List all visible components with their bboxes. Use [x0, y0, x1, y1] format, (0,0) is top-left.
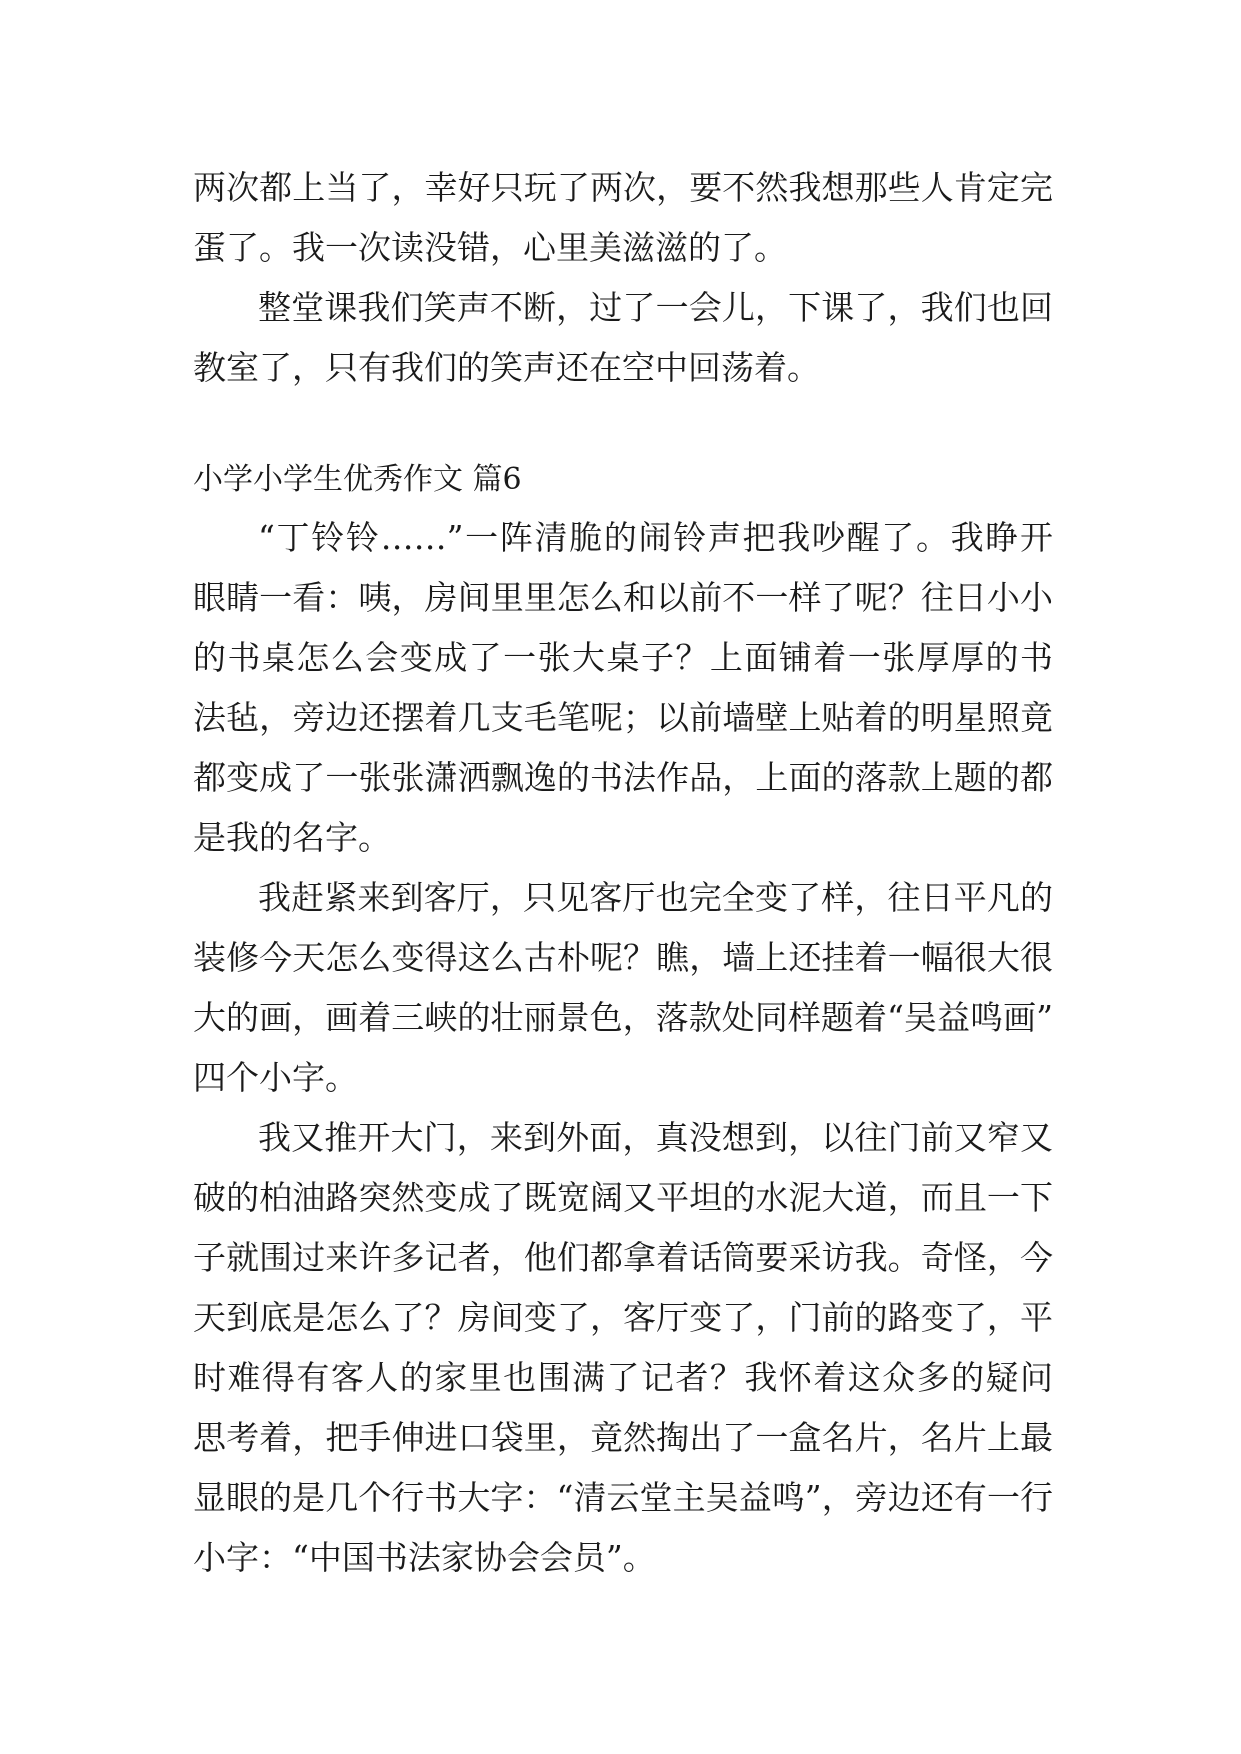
- paragraph-line: 法毡，旁边还摆着几支毛笔呢；以前墙壁上贴着的明星照竟: [193, 698, 1053, 737]
- paragraph-line: 的书桌怎么会变成了一张大桌子？上面铺着一张厚厚的书: [193, 638, 1053, 677]
- paragraph-line: 小字：“中国书法家协会会员”。: [193, 1538, 656, 1577]
- paragraph-line: 都变成了一张张潇洒飘逸的书法作品，上面的落款上题的都: [193, 758, 1053, 797]
- paragraph-line: 时难得有客人的家里也围满了记者？我怀着这众多的疑问: [193, 1358, 1053, 1397]
- paragraph-line: 整堂课我们笑声不断，过了一会儿，下课了，我们也回: [258, 288, 1053, 327]
- paragraph-line: 教室了，只有我们的笑声还在空中回荡着。: [193, 348, 820, 387]
- paragraph-line: 思考着，把手伸进口袋里，竟然掏出了一盒名片，名片上最: [193, 1418, 1053, 1457]
- paragraph-line: 我又推开大门，来到外面，真没想到，以往门前又窄又: [258, 1118, 1053, 1157]
- paragraph-line: 蛋了。我一次读没错，心里美滋滋的了。: [193, 228, 787, 267]
- paragraph-line: 显眼的是几个行书大字：“清云堂主吴益鸣”，旁边还有一行: [193, 1478, 1053, 1517]
- paragraph-line: 破的柏油路突然变成了既宽阔又平坦的水泥大道，而且一下: [193, 1178, 1053, 1217]
- paragraph-line: 子就围过来许多记者，他们都拿着话筒要采访我。奇怪，今: [193, 1238, 1053, 1277]
- paragraph-line: 眼睛一看：咦，房间里里怎么和以前不一样了呢？往日小小: [193, 578, 1053, 617]
- paragraph-line: 两次都上当了，幸好只玩了两次，要不然我想那些人肯定完: [193, 168, 1053, 207]
- paragraph-line: 四个小字。: [193, 1058, 358, 1097]
- paragraph-line: 是我的名字。: [193, 818, 391, 857]
- paragraph-line: 装修今天怎么变得这么古朴呢？瞧，墙上还挂着一幅很大很: [193, 938, 1053, 977]
- paragraph-line: 大的画，画着三峡的壮丽景色，落款处同样题着“吴益鸣画”: [193, 998, 1053, 1037]
- section-heading: 小学小学生优秀作文 篇6: [193, 462, 522, 497]
- paragraph-line: 天到底是怎么了？房间变了，客厅变了，门前的路变了，平: [193, 1298, 1053, 1337]
- paragraph-line: 我赶紧来到客厅，只见客厅也完全变了样，往日平凡的: [258, 878, 1053, 917]
- paragraph-line: “丁铃铃……”一阵清脆的闹铃声把我吵醒了。我睁开: [258, 518, 1053, 557]
